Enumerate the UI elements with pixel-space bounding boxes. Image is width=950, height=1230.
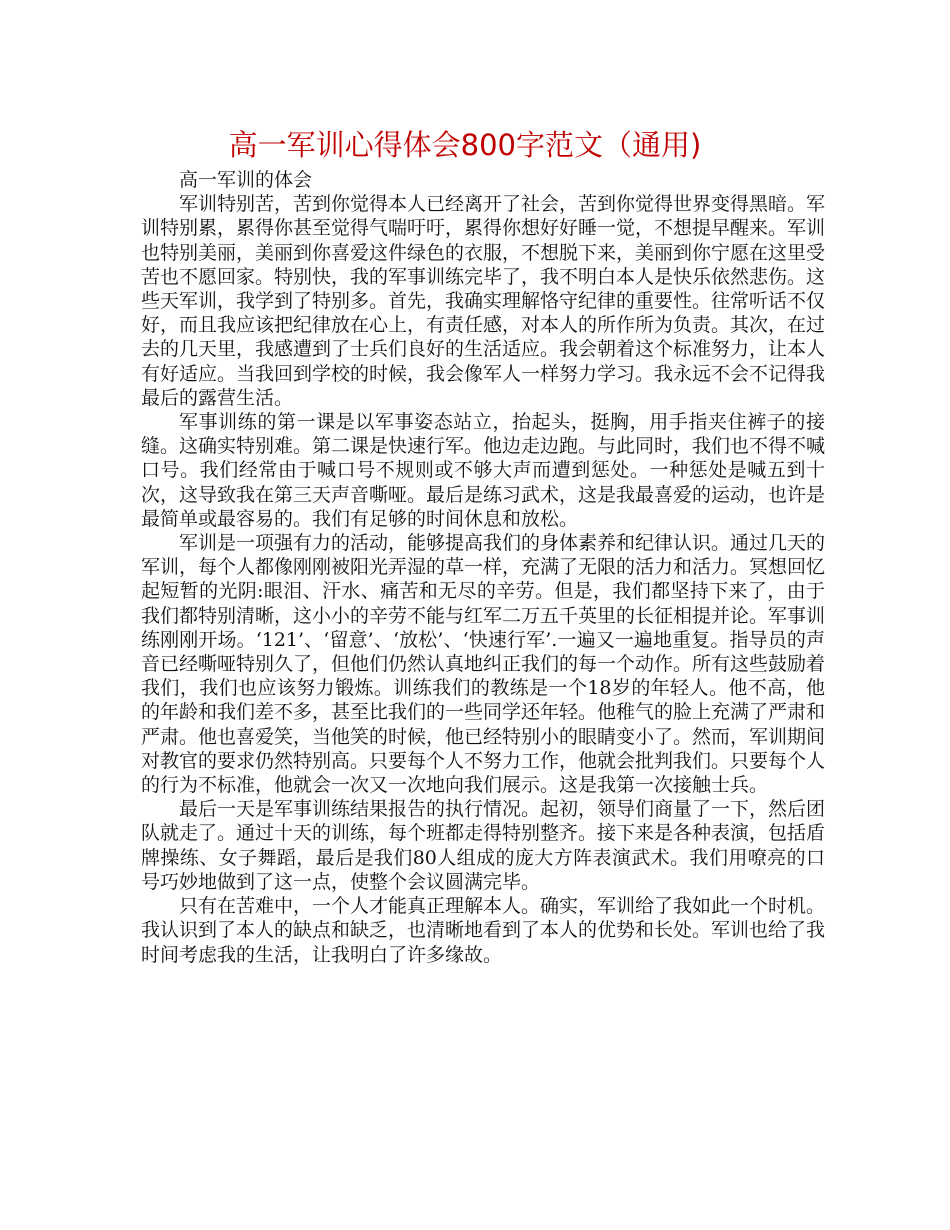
document-subtitle: 高一军训的体会	[179, 169, 313, 191]
body-paragraph: 最后一天是军事训练结果报告的执行情况。起初，领导们商量了一下，然后团队就走了。通过十天的训练，每个班都走得特别整齐。接下来是各种表演，包括盾牌操练、女子舞蹈，最后是我们80人组成的庞大方阵表演武术。我们用嘹亮的口号巧妙地做到了这一点，使整个会议圆满完毕。	[141, 798, 826, 893]
body-paragraph: 只有在苦难中，一个人才能真正理解本人。确实，军训给了我如此一个时机。我认识到了本人的缺点和缺乏，也清晰地看到了本人的优势和长处。军训也给了我时间考虑我的生活，让我明白了许多缘故。	[141, 895, 826, 966]
body-paragraph: 军训特别苦，苦到你觉得本人已经离开了社会，苦到你觉得世界变得黑暗。军训特别累，累得你甚至觉得气喘吁吁，累得你想好好睡一觉，不想提早醒来。军训也特别美丽，美丽到你喜爱这件绿色的衣服，不想脱下来，美丽到你宁愿在这里受苦也不愿回家。特别快，我的军事训练完毕了，我不明白本人是快乐依然悲伤。这些天军训，我学到了特别多。首先，我确实理解恪守纪律的重要性。往常听话不仅好，而且我应该把纪律放在心上，有责任感，对本人的所作所为负责。其次，在过去的几天里，我感遭到了士兵们良好的生活适应。我会朝着这个标准努力，让本人有好适应。当我回到学校的时候，我会像军人一样努力学习。我永远不会不记得我最后的露营生活。	[141, 193, 826, 409]
body-paragraph: 军训是一项强有力的活动，能够提高我们的身体素养和纪律认识。通过几天的军训，每个人都像刚刚被阳光弄湿的草一样，充满了无限的活力和活力。冥想回忆起短暂的光阴:眼泪、汗水、痛苦和无尽的辛劳。但是，我们都坚持下来了，由于我们都特别清晰，这小小的辛劳不能与红军二万五千英里的长征相提并论。军事训练刚刚开场。‘121’、‘留意’、‘放松’、‘快速行军’.一遍又一遍地重复。指导员的声音已经嘶哑特别久了，但他们仍然认真地纠正我们的每一个动作。所有这些鼓励着我们，我们也应该努力锻炼。训练我们的教练是一个18岁的年轻人。他不高，他的年龄和我们差不多，甚至比我们的一些同学还年轻。他稚气的脸上充满了严肃和严肃。他也喜爱笑，当他笑的时候，他已经特别小的眼睛变小了。然而，军训期间对教官的要求仍然特别高。只要每个人不努力工作，他就会批判我们。只要每个人的行为不标准，他就会一次又一次地向我们展示。这是我第一次接触士兵。	[141, 532, 826, 797]
document-body	[141, 168, 825, 967]
document-title: 高一军训心得体会800字范文（通用)	[228, 128, 702, 162]
body-paragraph: 军事训练的第一课是以军事姿态站立，抬起头，挺胸，用手指夹住裤子的接缝。这确实特别难。第二课是快速行军。他边走边跑。与此同时，我们也不得不喊口号。我们经常由于喊口号不规则或不够大声而遭到惩处。一种惩处是喊五到十次，这导致我在第三天声音嘶哑。最后是练习武术，这是我最喜爱的运动，也许是最简单或最容易的。我们有足够的时间休息和放松。	[141, 411, 826, 530]
